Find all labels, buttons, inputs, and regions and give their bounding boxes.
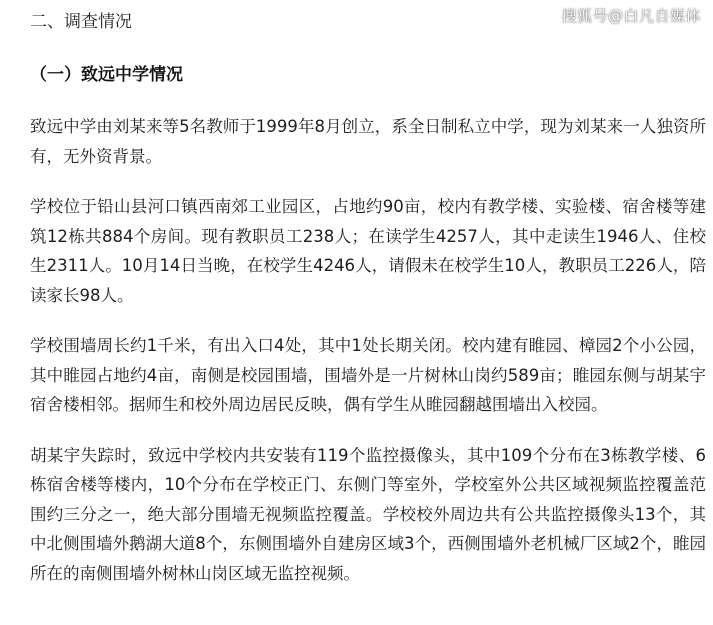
paragraph-founding: 致远中学由刘某来等5名教师于1999年8月创立，系全日制私立中学，现为刘某来一人独资所有，无外资背景。 — [30, 117, 706, 166]
paragraph-location: 学校位于铅山县河口镇西南郊工业园区，占地约90亩，校内有教学楼、实验楼、宿舍楼等建筑12栋共884个房间。现有教职员工238人；在读学生4257人，其中走读生1946人、住校生2311人。10月14日当晚，在校学生4246人，请假未在校学生10人，教职员工226人，陪读家长98人。 — [30, 197, 706, 305]
article-body — [30, 112, 706, 609]
paragraph-campus-wall: 学校围墙周长约1千米，有出入口4处，其中1处长期关闭。校内建有睢园、樟园2个小公园，其中睢园占地约4亩，南侧是校园围墙，围墙外是一片树林山岗约589亩；睢园东侧与胡某宇宿舍楼相邻。据师生和校外周边居民反映，偶有学生从睢园翻越围墙出入校园。 — [30, 336, 706, 414]
watermark: 搜狐号@白凡自媒体 — [561, 7, 701, 25]
section-heading: 二、调查情况 — [30, 12, 132, 32]
paragraph-surveillance: 胡某宇失踪时，致远中学校内共安装有119个监控摄像头，其中109个分布在3栋教学楼、6栋宿舍楼等楼内，10个分布在学校正门、东侧门等室外，学校室外公共区域视频监控覆盖范围约三分之一，绝大部分围墙无视频监控覆盖。学校校外周边共有公共监控摄像头13个，其中北侧围墙外鹅湖大道8个，东侧围墙外自建房区域3个，西侧围墙外老机械厂区域2个，睢园所在的南侧围墙外树林山岗区域无监控视频。 — [30, 445, 706, 583]
sub-heading: （一）致远中学情况 — [30, 65, 183, 85]
